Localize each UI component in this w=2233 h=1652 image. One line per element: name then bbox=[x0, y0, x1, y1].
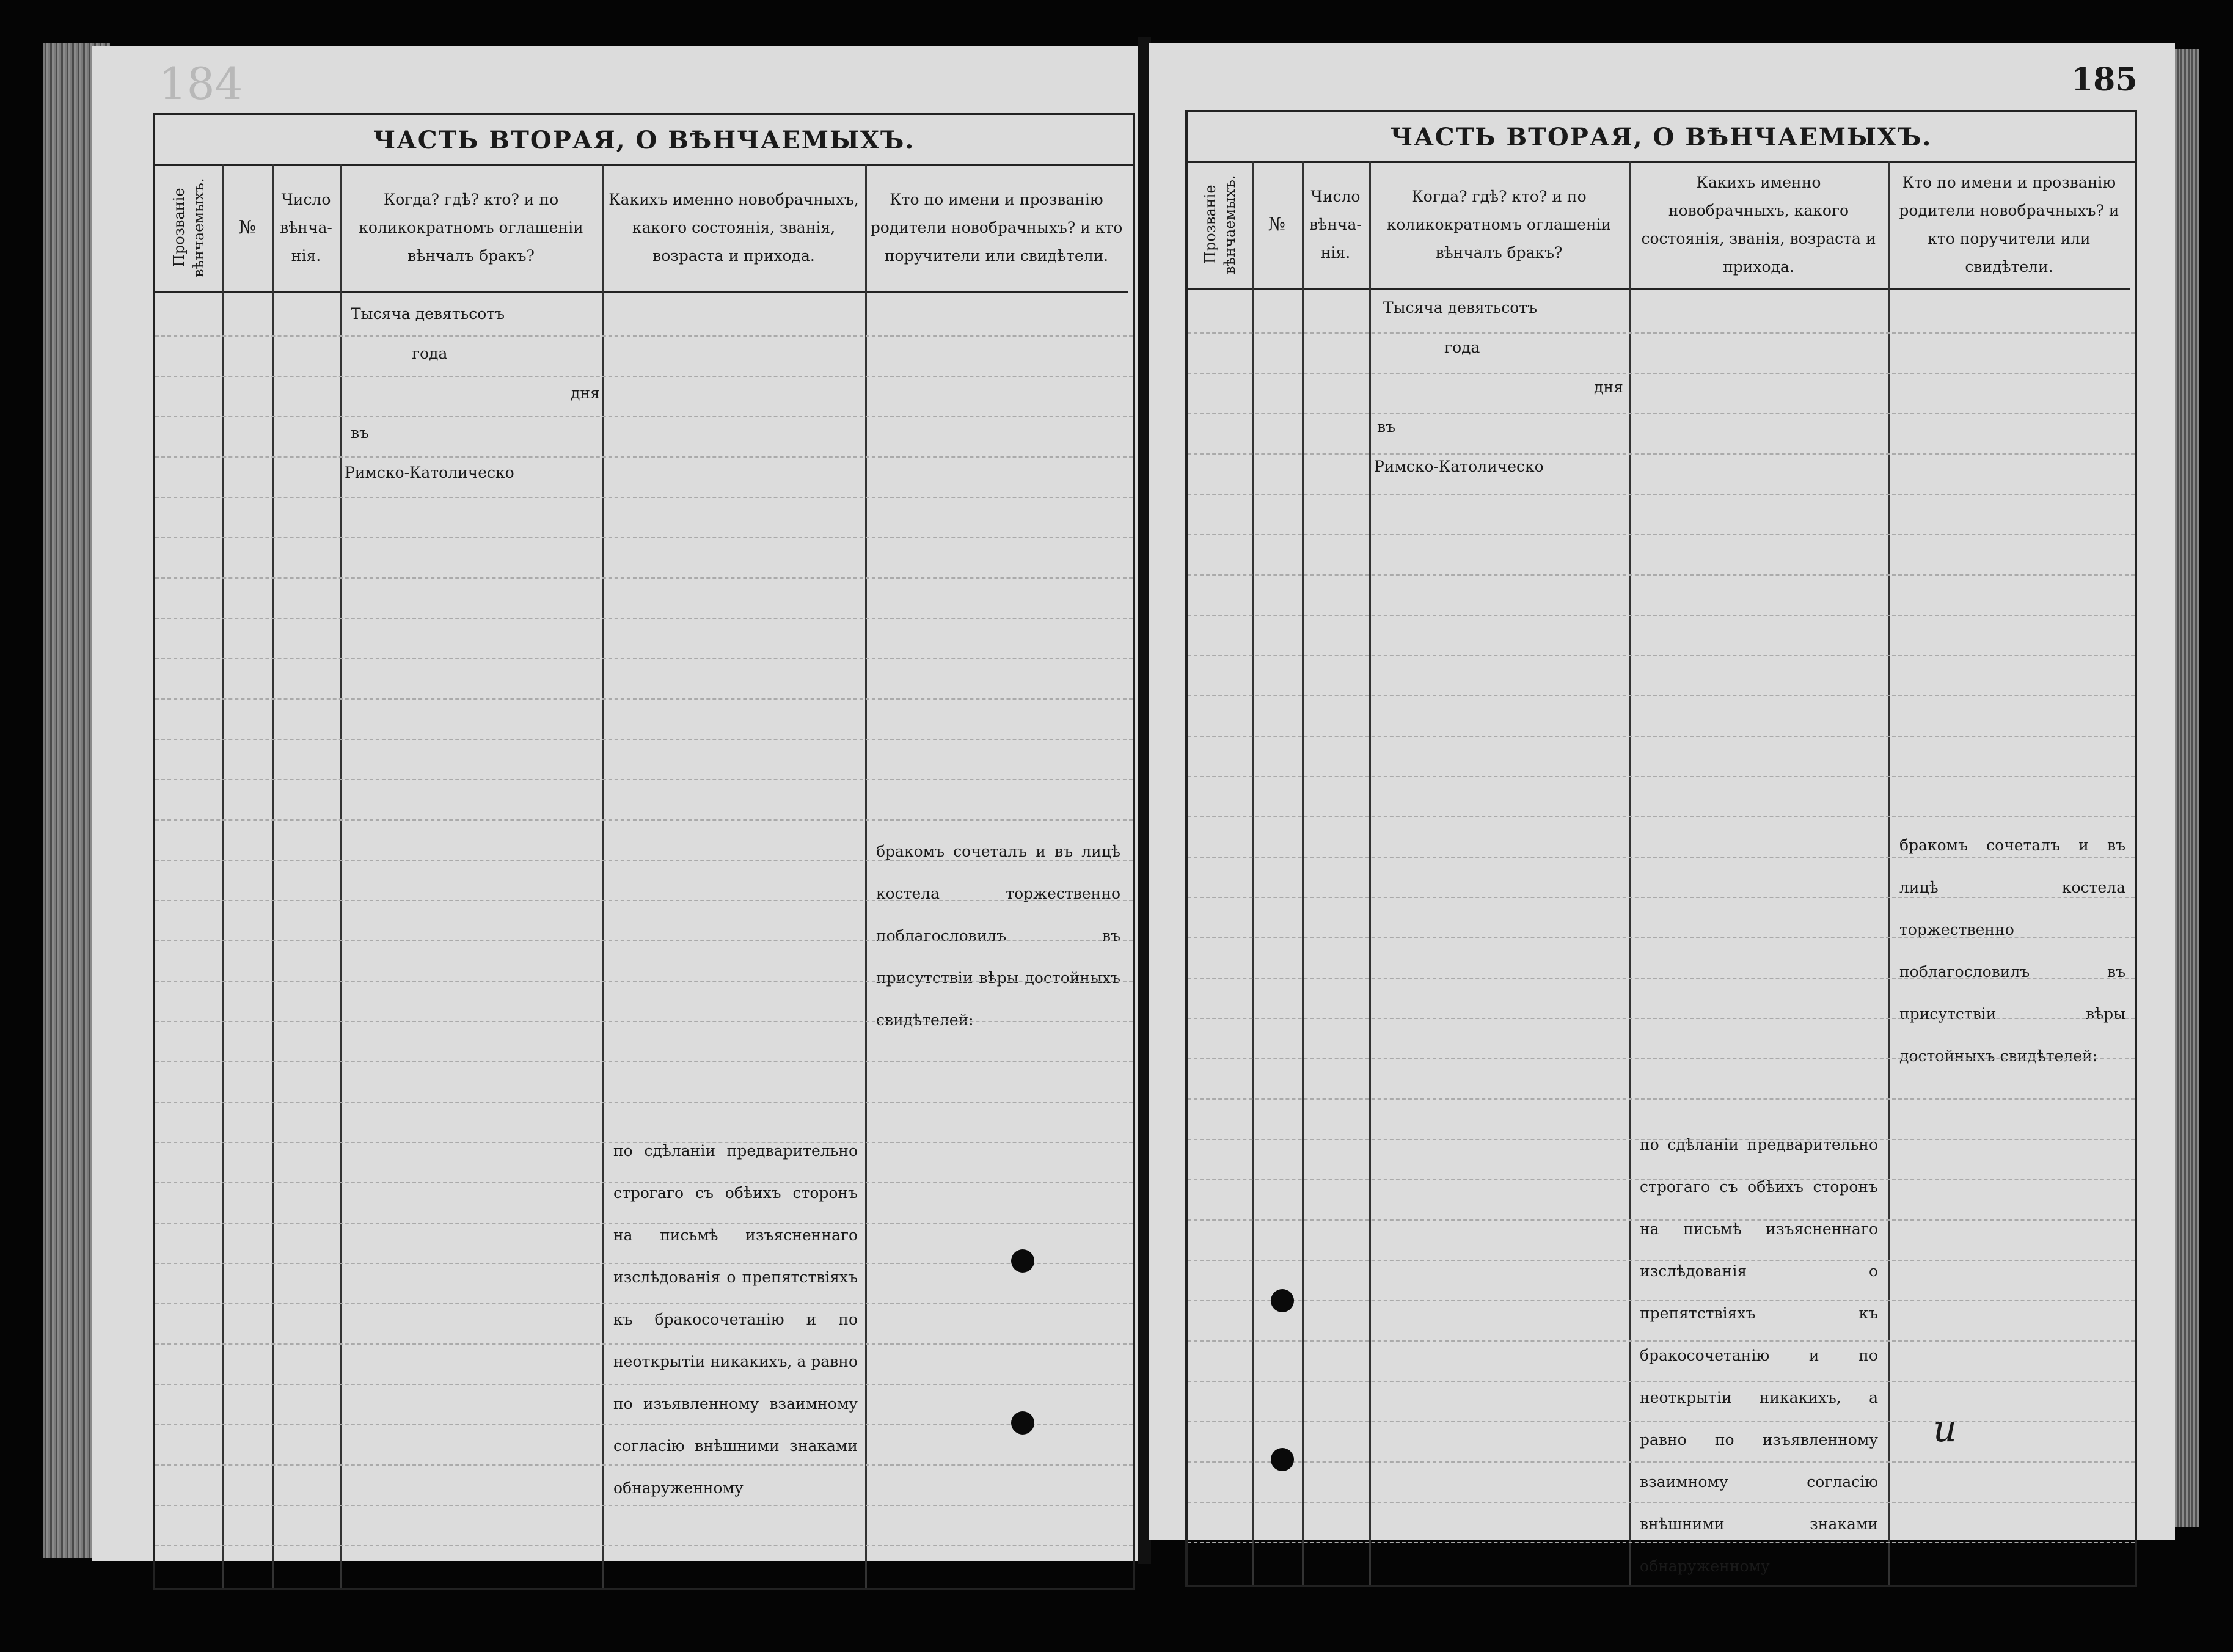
ruled-line bbox=[1188, 1058, 2135, 1059]
column-divider bbox=[1302, 161, 1304, 1585]
inquiry-paragraph: по сдѣланіи предварительно строгаго съ обѣихъ сторонъ на письмѣ изъясненнаго изслѣдованія о препятствіяхъ къ бракосочетанію и по неоткрытіи никакихъ, а равно по изъявленному взаимному согласію внѣшними знаками обнаруженному bbox=[1640, 1136, 1878, 1575]
ruled-line bbox=[155, 1505, 1133, 1506]
ruled-line bbox=[155, 577, 1133, 579]
inquiry-paragraph: по сдѣланіи предварительно строгаго съ обѣихъ сторонъ на письмѣ изъясненнаго изслѣдованія о препятствіяхъ къ бракосочетанію и по неоткрытіи никакихъ, а равно по изъявленному взаимному согласію внѣшними знаками обнаруженному bbox=[613, 1142, 858, 1497]
ruled-line bbox=[155, 497, 1133, 498]
ruled-line bbox=[155, 537, 1133, 538]
ruled-line bbox=[155, 1102, 1133, 1103]
header-number: № bbox=[1252, 161, 1302, 290]
ruled-line bbox=[1188, 1461, 2135, 1463]
ghost-page-number: 184 bbox=[159, 58, 243, 109]
header-when: Когда? гдѣ? кто? и по коликократномъ оглашеніи вѣнчалъ бракъ? bbox=[340, 164, 602, 293]
marriage-paragraph: бракомъ сочеталъ и въ лицѣ костела торжественно поблагословилъ въ присутствіи вѣры достойныхъ свидѣтелей: bbox=[1899, 836, 2125, 1065]
ruled-line bbox=[1188, 1260, 2135, 1261]
handwritten-mark: и bbox=[1933, 1408, 1957, 1450]
punch-hole bbox=[1271, 1448, 1294, 1471]
ruled-line bbox=[1188, 937, 2135, 938]
column-divider bbox=[1252, 161, 1254, 1585]
page-number: 185 bbox=[2071, 61, 2138, 98]
column-divider bbox=[1369, 161, 1371, 1585]
ruled-line bbox=[155, 416, 1133, 417]
entry-place-prefix: въ bbox=[351, 424, 369, 442]
ruled-line bbox=[1188, 655, 2135, 656]
column-divider bbox=[272, 164, 274, 1588]
ruled-line bbox=[1188, 1179, 2135, 1180]
ruled-line bbox=[155, 658, 1133, 659]
ruled-line bbox=[1188, 373, 2135, 374]
entry-year-line: Тысяча девятьсотъ bbox=[1383, 299, 1537, 316]
column-divider bbox=[222, 164, 224, 1588]
ruled-line bbox=[155, 819, 1133, 821]
ruled-line bbox=[1188, 1219, 2135, 1221]
ruled-line bbox=[1188, 736, 2135, 737]
ruled-line bbox=[1188, 413, 2135, 414]
entry-church: Римско-Католическо bbox=[345, 464, 514, 481]
header-who: Какихъ именно новобрачныхъ, какого состоянія, званія, возраста и прихода. bbox=[602, 164, 865, 293]
ruled-line bbox=[155, 1142, 1133, 1143]
ruled-line bbox=[155, 860, 1133, 861]
ruled-line bbox=[155, 1021, 1133, 1022]
ruled-line bbox=[1188, 332, 2135, 334]
header-when: Когда? гдѣ? кто? и по коликократномъ оглашеніи вѣнчалъ бракъ? bbox=[1369, 161, 1629, 290]
ruled-line bbox=[1188, 1340, 2135, 1342]
ruled-line bbox=[1188, 1421, 2135, 1422]
ruled-line bbox=[155, 900, 1133, 901]
marriage-paragraph: бракомъ сочеталъ и въ лицѣ костела торжественно поблагословилъ въ присутствіи вѣры достойныхъ свидѣтелей: bbox=[876, 842, 1120, 1029]
ruled-line bbox=[155, 456, 1133, 458]
header-parents: Кто по имени и прозванію родители новобрачныхъ? и кто поручители или свидѣтели. bbox=[1888, 161, 2130, 290]
header-date: Число вѣнча-нія. bbox=[1302, 161, 1369, 290]
ruled-line bbox=[1188, 534, 2135, 535]
ruled-line bbox=[155, 1061, 1133, 1062]
punch-hole bbox=[1011, 1411, 1034, 1435]
ruled-line bbox=[155, 335, 1133, 337]
punch-hole bbox=[1271, 1289, 1294, 1312]
header-who: Какихъ именно новобрачныхъ, какого состоянія, званія, возраста и прихода. bbox=[1629, 161, 1888, 290]
ruled-line bbox=[155, 376, 1133, 377]
ruled-line bbox=[1188, 494, 2135, 495]
right-page bbox=[1149, 43, 2175, 1575]
ruled-line bbox=[155, 739, 1133, 740]
ruled-line bbox=[1188, 1098, 2135, 1100]
header-parents: Кто по имени и прозванію родители новобрачныхъ? и кто поручители или свидѣтели. bbox=[865, 164, 1128, 293]
ruled-line bbox=[1188, 1300, 2135, 1301]
entry-day-word: дня bbox=[1594, 378, 1623, 396]
ruled-line bbox=[1188, 1542, 2135, 1543]
ruled-line bbox=[1188, 816, 2135, 817]
column-divider bbox=[1629, 161, 1631, 1585]
ruled-line bbox=[155, 618, 1133, 619]
column-divider bbox=[1888, 161, 1890, 1585]
header-surname: Прозваніе вѣнчаемыхъ. bbox=[1188, 161, 1252, 290]
ruled-line bbox=[155, 1223, 1133, 1224]
ruled-line bbox=[155, 1424, 1133, 1425]
header-number: № bbox=[222, 164, 272, 293]
ruled-line bbox=[1188, 1502, 2135, 1503]
ruled-line bbox=[155, 1263, 1133, 1264]
entry-day-word: дня bbox=[571, 384, 600, 402]
ruled-line bbox=[1188, 453, 2135, 455]
ruled-line bbox=[155, 1343, 1133, 1345]
page-edges-right bbox=[2175, 49, 2199, 1527]
ruled-line bbox=[155, 1464, 1133, 1466]
table-title: ЧАСТЬ ВТОРАЯ, О ВѢНЧАЕМЫХЪ. bbox=[1188, 112, 2135, 163]
ruled-line bbox=[1188, 978, 2135, 979]
ruled-line bbox=[155, 981, 1133, 982]
ruled-line bbox=[155, 1384, 1133, 1385]
column-divider bbox=[865, 164, 867, 1588]
ruled-line bbox=[1188, 1139, 2135, 1140]
header-date: Число вѣнча-нія. bbox=[272, 164, 340, 293]
header-surname: Прозваніе вѣнчаемыхъ. bbox=[155, 164, 222, 293]
entry-year-line: Тысяча девятьсотъ bbox=[351, 305, 505, 323]
ruled-line bbox=[1188, 897, 2135, 898]
table-title: ЧАСТЬ ВТОРАЯ, О ВѢНЧАЕМЫХЪ. bbox=[155, 115, 1133, 166]
entry-place-prefix: въ bbox=[1377, 418, 1395, 436]
ruled-line bbox=[155, 779, 1133, 780]
entry-year-word: года bbox=[412, 345, 448, 362]
ruled-line bbox=[1188, 615, 2135, 616]
column-divider bbox=[602, 164, 604, 1588]
ruled-line bbox=[1188, 857, 2135, 858]
ruled-line bbox=[1188, 574, 2135, 576]
ruled-line bbox=[1188, 1018, 2135, 1019]
register-table-left bbox=[153, 113, 1135, 1590]
ruled-line bbox=[1188, 1381, 2135, 1382]
ruled-line bbox=[1188, 776, 2135, 777]
column-divider bbox=[340, 164, 342, 1588]
ruled-line bbox=[1188, 695, 2135, 696]
ruled-line bbox=[155, 1545, 1133, 1546]
ruled-line bbox=[155, 1182, 1133, 1183]
register-table-right bbox=[1185, 110, 2137, 1587]
entry-church: Римско-Католическо bbox=[1374, 458, 1544, 475]
ruled-line bbox=[155, 1303, 1133, 1304]
left-page bbox=[92, 46, 1139, 1561]
punch-hole bbox=[1011, 1249, 1034, 1273]
ruled-line bbox=[155, 940, 1133, 941]
ruled-line bbox=[155, 698, 1133, 700]
entry-year-word: года bbox=[1444, 338, 1480, 356]
